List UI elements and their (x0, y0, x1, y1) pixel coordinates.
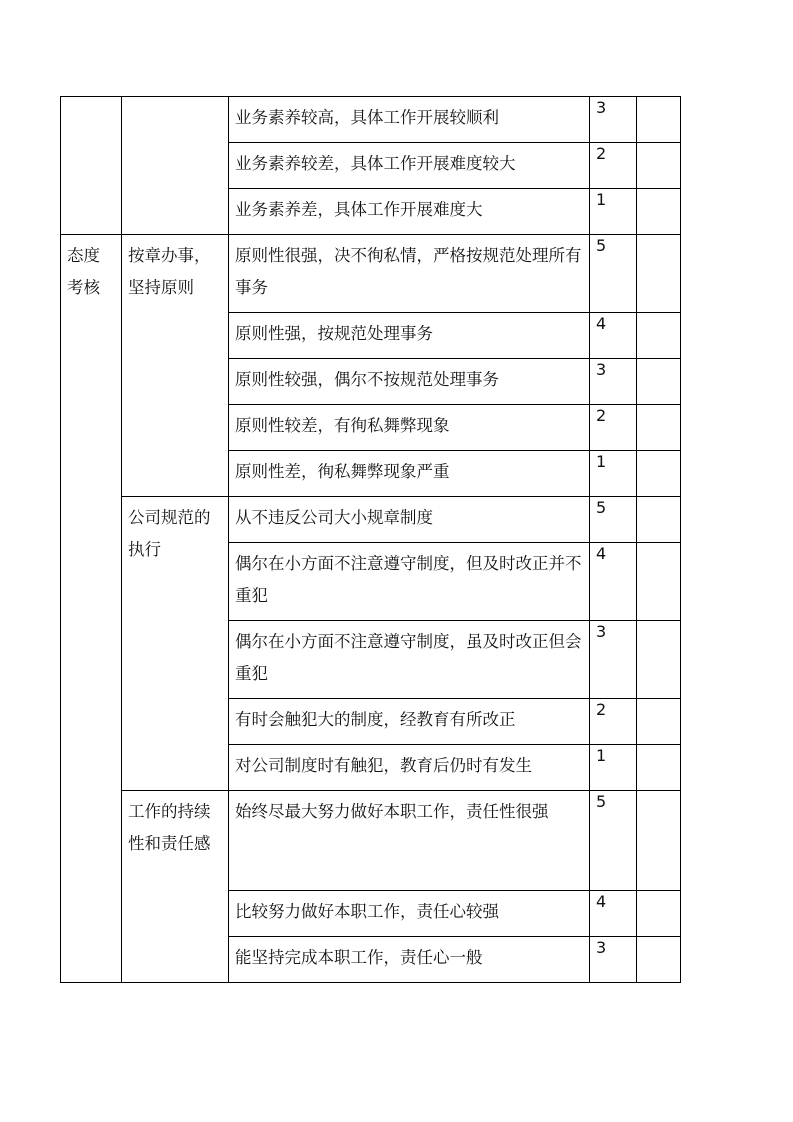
score-cell: 4 (590, 891, 637, 937)
category-cell (61, 97, 122, 235)
rating-input-cell[interactable] (637, 745, 681, 791)
description-cell: 对公司制度时有触犯，教育后仍时有发生 (229, 745, 590, 791)
description-cell: 业务素养较高，具体工作开展较顺利 (229, 97, 590, 143)
score-cell: 4 (590, 543, 637, 621)
score-cell: 1 (590, 745, 637, 791)
category-cell: 态度考核 (61, 235, 122, 983)
description-cell: 业务素养差，具体工作开展难度大 (229, 189, 590, 235)
description-cell: 原则性较差，有徇私舞弊现象 (229, 405, 590, 451)
rating-input-cell[interactable] (637, 543, 681, 621)
table-row (61, 235, 681, 313)
rating-input-cell[interactable] (637, 189, 681, 235)
rating-input-cell[interactable] (637, 621, 681, 699)
item-cell: 工作的持续性和责任感 (122, 791, 229, 983)
rating-input-cell[interactable] (637, 405, 681, 451)
score-cell: 2 (590, 405, 637, 451)
evaluation-table (60, 96, 681, 983)
rating-input-cell[interactable] (637, 359, 681, 405)
table-row (61, 791, 681, 891)
rating-input-cell[interactable] (637, 235, 681, 313)
table-row (61, 97, 681, 143)
score-cell: 3 (590, 97, 637, 143)
rating-input-cell[interactable] (637, 451, 681, 497)
description-cell: 偶尔在小方面不注意遵守制度，虽及时改正但会重犯 (229, 621, 590, 699)
rating-input-cell[interactable] (637, 97, 681, 143)
item-cell: 按章办事，坚持原则 (122, 235, 229, 497)
description-cell: 原则性强，按规范处理事务 (229, 313, 590, 359)
score-cell: 4 (590, 313, 637, 359)
rating-input-cell[interactable] (637, 891, 681, 937)
rating-input-cell[interactable] (637, 313, 681, 359)
description-cell: 原则性差，徇私舞弊现象严重 (229, 451, 590, 497)
score-cell: 1 (590, 189, 637, 235)
table-row (61, 497, 681, 543)
score-cell: 5 (590, 235, 637, 313)
score-cell: 3 (590, 359, 637, 405)
description-cell: 原则性很强，决不徇私情，严格按规范处理所有事务 (229, 235, 590, 313)
description-cell: 原则性较强，偶尔不按规范处理事务 (229, 359, 590, 405)
item-cell: 公司规范的执行 (122, 497, 229, 791)
score-cell: 1 (590, 451, 637, 497)
description-cell: 能坚持完成本职工作，责任心一般 (229, 937, 590, 983)
description-cell: 比较努力做好本职工作，责任心较强 (229, 891, 590, 937)
description-cell: 偶尔在小方面不注意遵守制度，但及时改正并不重犯 (229, 543, 590, 621)
description-cell: 始终尽最大努力做好本职工作，责任性很强 (229, 791, 590, 891)
item-cell (122, 97, 229, 235)
description-cell: 有时会触犯大的制度，经教育有所改正 (229, 699, 590, 745)
score-cell: 3 (590, 937, 637, 983)
rating-input-cell[interactable] (637, 937, 681, 983)
score-cell: 2 (590, 143, 637, 189)
score-cell: 2 (590, 699, 637, 745)
description-cell: 业务素养较差，具体工作开展难度较大 (229, 143, 590, 189)
rating-input-cell[interactable] (637, 143, 681, 189)
score-cell: 5 (590, 791, 637, 891)
score-cell: 3 (590, 621, 637, 699)
rating-input-cell[interactable] (637, 699, 681, 745)
rating-input-cell[interactable] (637, 791, 681, 891)
rating-input-cell[interactable] (637, 497, 681, 543)
score-cell: 5 (590, 497, 637, 543)
description-cell: 从不违反公司大小规章制度 (229, 497, 590, 543)
